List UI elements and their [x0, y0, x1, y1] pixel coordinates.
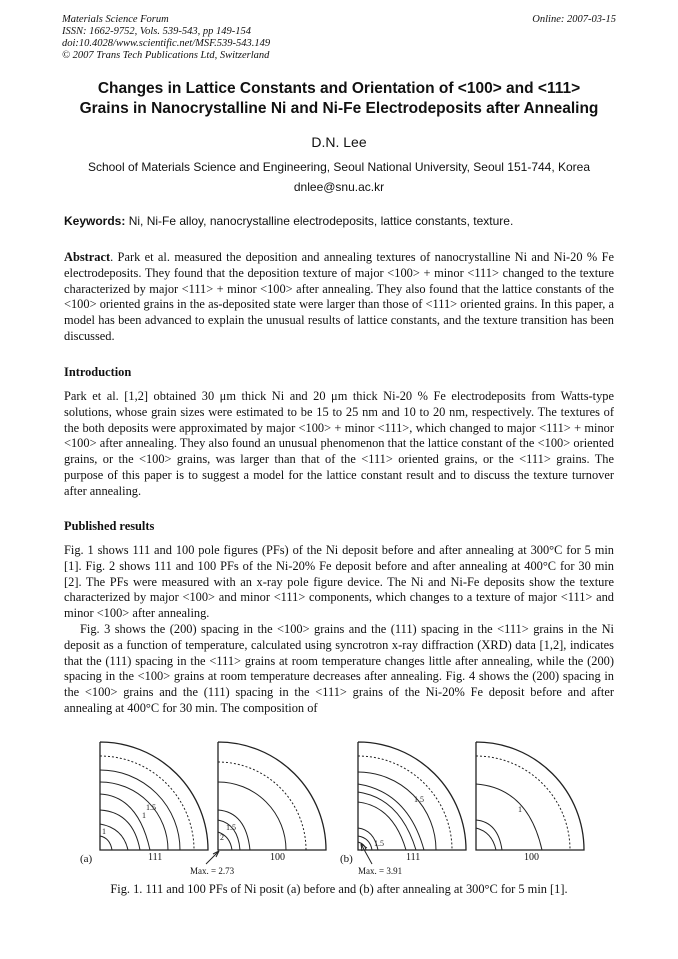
pf-a-111: [100, 742, 208, 850]
contour-label: 1: [102, 827, 106, 836]
pf-label-111-a: 111: [148, 852, 163, 863]
keywords-text: Ni, Ni-Fe alloy, nanocrystalline electrodeposits, lattice constants, texture.: [125, 214, 514, 228]
figure-label-a: (a): [80, 853, 93, 865]
journal-doi: doi:10.4028/www.scientific.net/MSF.539-543.149: [62, 38, 271, 49]
pf-label-111-b: 111: [406, 852, 421, 863]
journal-issn: ISSN: 1662-9752, Vols. 539-543, pp 149-154: [62, 26, 251, 37]
abstract: [64, 250, 614, 345]
journal-copyright: © 2007 Trans Tech Publications Ltd, Switzerland: [62, 50, 270, 61]
max-arrow-b: [361, 844, 372, 864]
journal-header: [62, 14, 270, 62]
pf-b-111: [358, 742, 466, 850]
contour-label: 2: [220, 833, 224, 842]
online-date: Online: 2007-03-15: [532, 14, 616, 25]
author-email: dnlee@snu.ac.kr: [293, 180, 385, 194]
title-line-1: Changes in Lattice Constants and Orientation of <100> and <111>: [97, 80, 581, 97]
journal-name: Materials Science Forum: [62, 14, 169, 25]
contour-label: 1.5: [146, 803, 156, 812]
pf-label-100-b: 100: [524, 852, 539, 863]
contour-label: 1.5: [374, 839, 384, 848]
figure-1: [78, 732, 618, 877]
abstract-label: Abstract: [64, 250, 111, 264]
contour-label: 1: [142, 811, 146, 820]
published-results-paragraph-1: Fig. 1 shows 111 and 100 pole figures (PFs) of the Ni deposit before and after annealing at 300°C for 5 min [1]. Fig. 2 shows 111 and 100 PFs of the Ni-20% Fe deposit before and after annealing at 400°C for 30 min [2]. The PFs were measured with an x-ray pole figure device. The Ni and Ni-Fe deposits show the texture characterized by major <100> and minor <111> components, which changes to a texture of major <111> and minor <100> after annealing.: [64, 543, 614, 621]
pf-label-100-a: 100: [270, 852, 285, 863]
max-value-a: Max. = 2.73: [190, 866, 235, 876]
paper-title: [40, 79, 638, 119]
author: D.N. Lee: [311, 134, 367, 150]
introduction-paragraph: Park et al. [1,2] obtained 30 μm thick Ni and 20 μm thick Ni-20 % Fe electrodeposits from Watts-type solutions, whose grain sizes were estimated to be 15 to 25 nm and 10 to 20 nm, respectively. The textures of the both deposits were approximated by major <100> + minor <111>, which changed to major <111> + minor <100> after annealing. They also found an unusual phenomenon that the lattice constant of the <100> oriented grains, or the <100> grains, was larger than that of the <111> oriented grains, or the <111> grains. The purpose of this paper is to suggest a model for the lattice constant result and to discuss the texture turnover after annealing.: [64, 389, 614, 498]
affiliation: School of Materials Science and Engineering, Seoul National University, Seoul 151-744, Korea: [87, 160, 591, 174]
figure-caption: Fig. 1. 111 and 100 PFs of Ni posit (a) before and (b) after annealing at 300°C for 5 min [1].: [110, 882, 568, 896]
pf-a-100: [218, 742, 326, 850]
contour-label: 1.5: [226, 823, 236, 832]
contour-label: 1: [518, 805, 522, 814]
published-results-paragraph-2: Fig. 3 shows the (200) spacing in the <100> grains and the (111) spacing in the <111> grains in the Ni deposit as a function of temperature, calculated using syncrotron x-ray diffraction (XRD) data [1,2], indicates that the (111) spacing in the <111> grains at room temperature changes little after annealing, while the (200) spacing in the <100> grains at room temperature decreases after annealing. Fig. 4 shows the (200) spacing in the <100> grains and the (111) spacing in the <111> grains of the Ni-20% Fe deposit before and after annealing at 400°C for 30 min. The composition of: [64, 622, 614, 715]
abstract-text: . Park et al. measured the deposition and annealing textures of nanocrystalline Ni and Ni-20 % Fe electrodeposits. They found that the deposition texture of major <100> + minor <111> changed to the texture characterized by major <111> + minor <100> after annealing. They also found that the lattice constants of the <100> oriented grains in the as-deposited state were larger than those of <111> oriented grains. In this paper, a model has been advanced to explain the unusual results of lattice constants, and the texture transition has been discussed.: [64, 250, 614, 343]
max-value-b: Max. = 3.91: [358, 866, 403, 876]
title-line-2: Grains in Nanocrystalline Ni and Ni-Fe Electrodeposits after Annealing: [79, 100, 599, 117]
figure-label-b: (b): [340, 853, 353, 865]
section-heading-published-results: Published results: [64, 519, 155, 533]
pf-b-100: [476, 742, 584, 850]
max-arrow-a: [206, 851, 219, 864]
pole-figures: [78, 732, 618, 877]
keywords: [64, 214, 624, 228]
section-heading-introduction: Introduction: [64, 365, 132, 379]
keywords-label: Keywords:: [64, 214, 126, 228]
contour-label: 1.5: [414, 795, 424, 804]
